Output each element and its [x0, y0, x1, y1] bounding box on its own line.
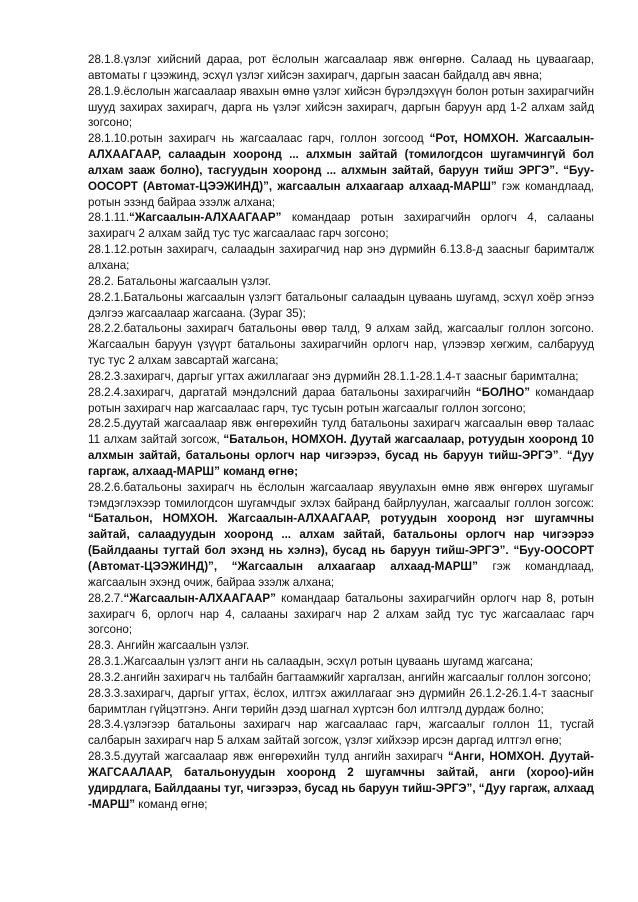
paragraph — [88, 717, 594, 749]
text-run: гэж командлаад, ротын эзэнд байраа эзэлж алхана; — [88, 179, 595, 209]
text-run: 28.1.10.ротын захирагч нь жагсаалаас гарч, голлон зогсоод — [88, 132, 430, 146]
bold-text-run: “Жагсаалын-АЛХААГААР” — [129, 211, 282, 225]
text-run: командаар батальоны захирагчийн орлогч нар 8, ротын захирагч 6, орлогч нар 4, салааны захирагч нар 2 алхам зайд тус тус жагсаалаас гарч зогсоно; — [88, 591, 594, 637]
paragraph — [88, 591, 594, 639]
paragraph — [88, 480, 594, 591]
paragraph — [88, 290, 594, 322]
bold-text-run: “Анги, НОМХОН. Дуутай-ЖАГСААЛААР, батальонуудын хооронд 2 шугамчны зайтай, анги (хороо)-ийн удирдлага, Байлдааны туг, чигээрээ, бусад нь баруун тийш-ЭРГЭ”, “Дуу гаргаж, алхаад -МАРШ” — [88, 750, 595, 811]
text-run: 28.3. Ангийн жагсаалын үзлэг. — [88, 639, 250, 653]
text-run: 28.3.4.үзлэгээр батальоны захирагч нар жагсаалаас гарч, жагсаалыг голлон 11, тусгай салбарын захирагч нар 5 алхам зайтай зогсож, үзлэг хийхээр ирсэн даргад илтгэл өгнө; — [88, 718, 594, 748]
bold-text-run: “Жагсаалын-АЛХААГААР” — [123, 591, 276, 605]
bold-text-run: “БОЛНО” — [475, 385, 531, 399]
paragraph — [88, 686, 594, 718]
bold-text-run: “Батальон, НОМХОН. Дуутай жагсаалаар, ротуудын хооронд 10 алхмын зайтай, батальоны орлогч нар чигээрээ, бусад нь баруун тийш-ЭРГЭ” — [88, 433, 594, 463]
text-run: . — [558, 449, 567, 463]
text-run: гэж командлаад, жагсаалын эхэнд очиж, байраа эзэлж алхана; — [88, 560, 594, 589]
paragraph — [88, 670, 594, 686]
text-run: 28.1.8.үзлэг хийсний дараа, рот ёслолын жагсаалаар явж өнгөрнө. Салаад нь цуваагаар, автоматы г цээжинд, эсхүл үзлэг хийсэн захирагч, даргын заасан байдалд авч явна; — [88, 53, 594, 82]
text-run: 28.2.6.батальоны захирагч нь ёслолын жагсаалаар явуулахын өмнө явж өнгөрөх шугамыг тэмдэглэхээр томилогдсон шугамчдыг эхлэх байранд байрлуулан, жагсаалыг голлон зогсож: — [88, 480, 594, 510]
paragraph — [88, 416, 594, 479]
text-run: 28.2.3.захирагч, даргыг угтах ажиллагааг энэ дүрмийн 28.1.1-28.1.4-т заасныг баримтална; — [88, 369, 579, 383]
paragraph — [88, 84, 594, 132]
paragraph — [88, 654, 594, 670]
text-run: 28.3.1.Жагсаалын үзлэгт анги нь салаадын, эсхүл ротын цуваань шугамд жагсана; — [88, 655, 534, 669]
document-page — [88, 52, 594, 813]
text-run: 28.1.9.ёслолын жагсаалаар явахын өмнө үзлэг хийсэн бүрэлдэхүүн болон ротын захирагчийн шууд захирах захирагч, дарга нь үзлэг хийсэн захирагч, даргын баруун ард 1-2 алхам зайд зогсоно; — [88, 84, 594, 130]
text-run: 28.3.5.дуутай жагсаалаар явж өнгөрөхийн тулд ангийн захирагч — [88, 750, 448, 764]
text-run: команд өгнө; — [135, 797, 208, 811]
text-run: командаар ротын захирагчийн орлогч 4, салааны захирагч 2 алхам зайд тус тус жагсаалаас гарч зогсоно; — [88, 211, 594, 241]
text-run: 28.2.1.Батальоны жагсаалын үзлэгт батальоныг салаадын цуваань шугамд, эсхүл хоёр эгнээ дэлгээ жагсаалаар жагсаана. (Зураг 35); — [88, 290, 594, 320]
paragraph — [88, 52, 594, 84]
text-run: 28.2.7. — [88, 591, 124, 605]
text-run: 28.1.11. — [88, 211, 130, 225]
section-heading — [88, 274, 594, 290]
text-run: 28.3.3.захирагч, даргыг угтах, ёслох, илтгэх ажиллагааг энэ дүрмийн 26.1.2-26.1.4-т заасныг баримтлан гүйцэтгэнэ. Анги төрийн дээд шагнал хүртсэн бол илтгэлд дурдаж болно; — [88, 686, 594, 716]
text-run: 28.3.2.ангийн захирагч нь талбайн багтаамжийг харгалзан, ангийн жагсаалыг голлон зогсоно; — [88, 670, 592, 684]
paragraph — [88, 369, 594, 385]
paragraph — [88, 749, 594, 812]
paragraph — [88, 321, 594, 369]
section-heading — [88, 638, 594, 654]
paragraph — [88, 131, 594, 210]
bold-text-run: “Рот, НОМХОН. Жагсаалын-АЛХААГААР, салаадын хооронд ... алхмын зайтай (томилогдсон шугамчингүй бол алхам зааж болно), тасгуудын хооронд ... алхмын зайтай, баруун тийш ЭРГЭ”. “Буу-ООСОРТ (Автомат-ЦЭЭЖИНД)”, жагсаалын алхаагаар алхаад-МАРШ” — [88, 132, 594, 193]
bold-text-run: “Дуу гаргаж, алхаад-МАРШ” команд өгнө; — [88, 449, 594, 478]
text-run: 28.2.4.захирагч, даргатай мэндэлсний дараа батальоны захирагчийн — [88, 385, 476, 399]
paragraph — [88, 210, 594, 242]
text-run: 28.2.2.батальоны захирагч батальоны өвөр талд, 9 алхам зайд, жагсаалыг голлон зогсоно. Жагсаалын баруун үзүүрт батальоны захирагчийн орлогч нар, үлээвэр хөгжим, салбарууд тус тус 2 алхам завсартай жагсана; — [88, 322, 594, 368]
text-run: 28.2.5.дуутай жагсаалаар явж өнгөрөхийн тулд батальоны захирагч жагсаалын өвөр талаас 11 алхам зайтай зогсож, — [88, 417, 594, 447]
text-run: 28.2. Батальоны жагсаалын үзлэг. — [88, 274, 271, 288]
paragraph — [88, 385, 594, 417]
bold-text-run: “Батальон, НОМХОН. Жагсаалын-АЛХААГААР, ротуудын хооронд нэг шугамчны зайтай, салаадуудын хооронд ... алхам зайтай, батальоны орлогч нар чигээрээ (Байлдааны тугтай бол эхэнд нь хэлнэ), бусад нь баруун тийш-ЭРГЭ”. “Буу-ООСОРТ (Автомат-ЦЭЭЖИНД)”, “Жагсаалын алхаагаар алхаад-МАРШ” — [88, 512, 594, 573]
paragraph — [88, 242, 594, 274]
text-run: командаар ротын захирагч нар жагсаалаас гарч, тус тусын ротын жагсаалыг голлон зогсоно; — [88, 385, 594, 415]
text-run: 28.1.12.ротын захирагч, салаадын захирагчид нар энэ дүрмийн 6.13.8-д заасныг баримталж алхана; — [88, 243, 594, 272]
